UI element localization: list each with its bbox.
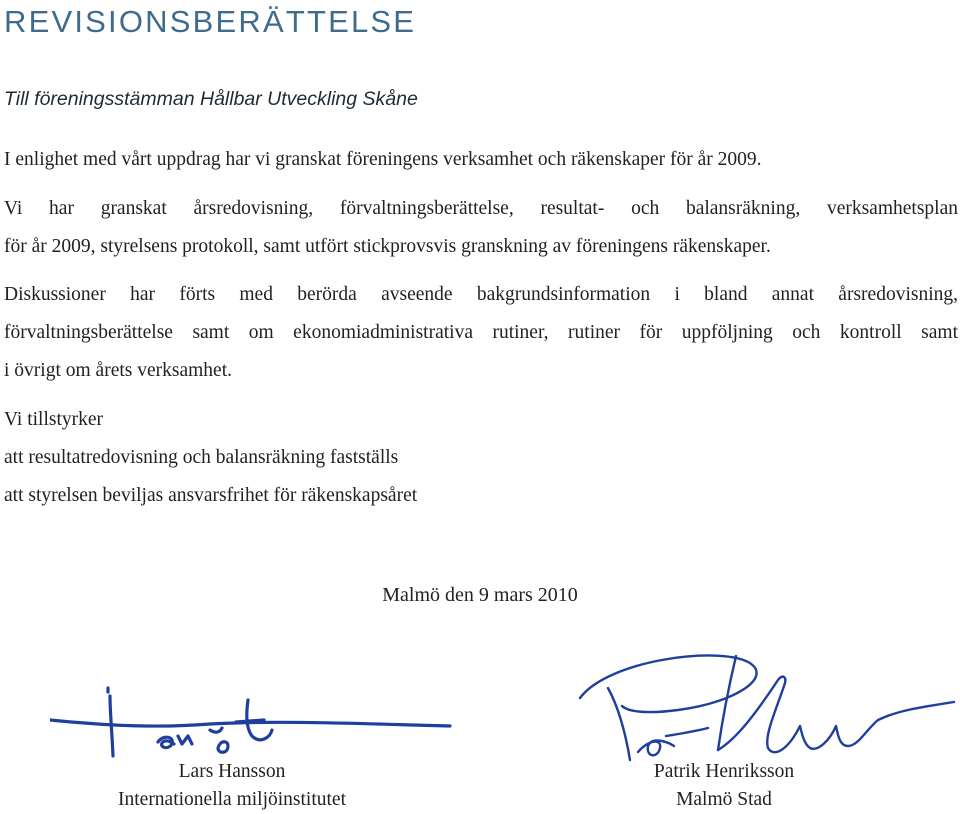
paragraph-3-line-2: förvaltningsberättelse samt om ekonomiadministrativa rutiner, rutiner för uppföljning och kontroll samt bbox=[4, 322, 958, 343]
signature-lars-hansson bbox=[50, 640, 470, 765]
paragraph-3 bbox=[4, 276, 958, 390]
recommendations bbox=[4, 401, 958, 515]
place-and-date: Malmö den 9 mars 2010 bbox=[382, 584, 578, 606]
signatory-name: Lars Hansson bbox=[178, 761, 286, 782]
signatory-organization: Internationella miljöinstitutet bbox=[118, 789, 346, 810]
paragraph-2-line-2: för år 2009, styrelsens protokoll, samt utfört stickprovsvis granskning av föreningens räkenskaper. bbox=[4, 236, 771, 257]
paragraph-2-line-1: Vi har granskat årsredovisning, förvaltningsberättelse, resultat- och balansräkning, verksamhetsplan bbox=[4, 198, 958, 219]
signatory-organization: Malmö Stad bbox=[676, 789, 772, 810]
recommendation-intro: Vi tillstyrker bbox=[4, 409, 104, 430]
paragraph-1: I enlighet med vårt uppdrag har vi granskat föreningens verksamhet och räkenskaper för år 2009. bbox=[4, 149, 762, 170]
recommendation-item: att resultatredovisning och balansräkning fastställs bbox=[4, 447, 399, 468]
paragraph-3-line-1: Diskussioner har förts med berörda avseende bakgrundsinformation i bland annat årsredovisning, bbox=[4, 284, 958, 305]
paragraph-3-line-3: i övrigt om årets verksamhet. bbox=[4, 360, 232, 381]
signature-patrik-henriksson bbox=[568, 640, 958, 765]
salutation: Till föreningsstämman Hållbar Utveckling Skåne bbox=[4, 88, 418, 110]
paragraph-2 bbox=[4, 190, 958, 266]
document-title: REVISIONSBERÄTTELSE bbox=[4, 4, 417, 39]
signatory-name: Patrik Henriksson bbox=[653, 761, 795, 782]
recommendation-item: att styrelsen beviljas ansvarsfrihet för räkenskapsåret bbox=[4, 485, 418, 506]
